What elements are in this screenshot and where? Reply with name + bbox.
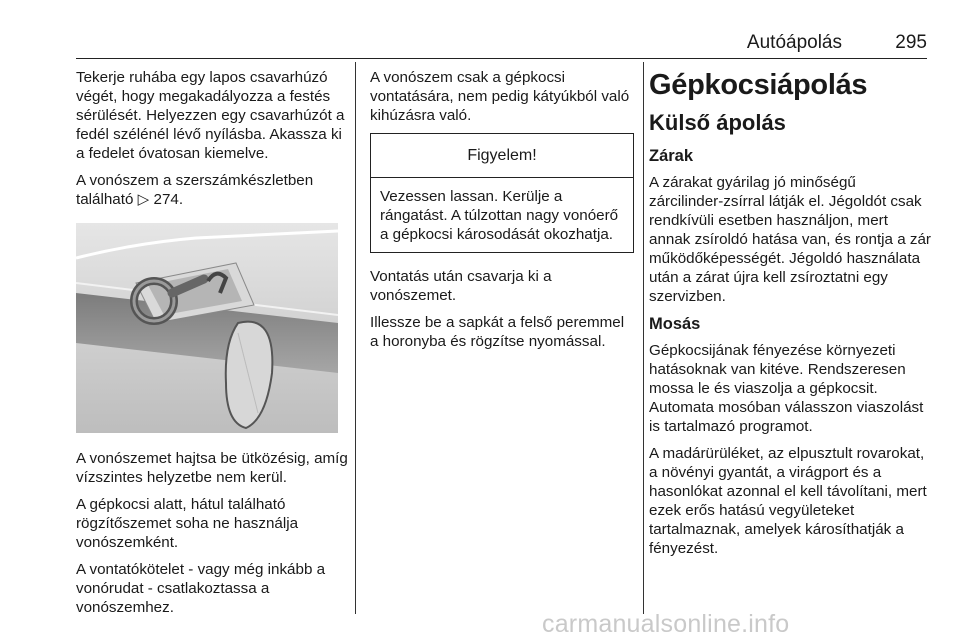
- watermark: carmanualsonline.info: [542, 610, 790, 638]
- topic-heading: Zárak: [649, 147, 694, 165]
- section-heading: Gépkocsiápolás: [649, 69, 868, 101]
- subsection-heading: Külső ápolás: [649, 110, 786, 135]
- column-right: [649, 68, 931, 566]
- column-left: [76, 68, 348, 625]
- column-middle: [370, 68, 634, 359]
- paragraph: A vonószem csak a gépkocsi vontatására, nem pedig kátyúkból való kihúzásra való.: [370, 69, 630, 124]
- paragraph: A vonószemet hajtsa be ütközésig, amíg vízszintes helyzetbe nem kerül.: [76, 450, 348, 486]
- topic-heading: Mosás: [649, 315, 701, 333]
- paragraph: Gépkocsijának fényezése környezeti hatásoknak van kitéve. Rendszeresen mossa le és viaszolja a gépkocsit. Automata mosóban válasszon viaszolást is tartalmazó programot.: [649, 342, 924, 435]
- warning-text: Vezessen lassan. Kerülje a rángatást. A túlzottan nagy vonóerő a gépkocsi károsodását okozhatja.: [380, 188, 619, 243]
- towing-eye-photo: [76, 223, 338, 433]
- paragraph: A madárürüléket, az elpusztult rovarokat, a növényi gyantát, a virágport és a hasonlókat azonnal el kell távolítani, mert ezek erős hatású vegyületeket tartalmaznak, amelyek károsíthatják a fényezést.: [649, 445, 927, 557]
- paragraph: A vonószem a szerszámkészletben található ▷ 274.: [76, 172, 314, 208]
- paragraph: Vontatás után csavarja ki a vonószemet.: [370, 268, 552, 304]
- paragraph: A gépkocsi alatt, hátul található rögzítőszemet soha ne használja vonószemként.: [76, 496, 299, 551]
- column-divider: [355, 62, 356, 614]
- page-header: [0, 0, 960, 58]
- chapter-title: Autóápolás: [746, 32, 842, 53]
- page-number: 295: [895, 32, 927, 53]
- warning-box: [370, 133, 634, 253]
- column-divider: [643, 62, 644, 614]
- header-rule: [76, 58, 927, 59]
- paragraph: A vontatókötelet - vagy még inkább a vonórudat - csatlakoztassa a vonószemhez.: [76, 561, 326, 616]
- paragraph: Tekerje ruhába egy lapos csavarhúzó végét, hogy megakadályozza a festés sérülését. Helyezzen egy csavarhúzót a fedél szélénél lévő nyílásba. Akassza ki a fedelet óvatosan kiemelve.: [76, 69, 345, 162]
- warning-title: Figyelem!: [371, 134, 633, 178]
- paragraph: A zárakat gyárilag jó minőségű zárcilinder-zsírral látják el. Jégoldót csak rendkívüli esetben használjon, mert annak zsíroldó hatása van, és rontja a zár működőképességét. Jégoldó használata után a zárat újra kell zsíroztatni egy szervizben.: [649, 174, 931, 305]
- paragraph: Illessze be a sapkát a felső peremmel a horonyba és rögzítse nyomással.: [370, 314, 625, 350]
